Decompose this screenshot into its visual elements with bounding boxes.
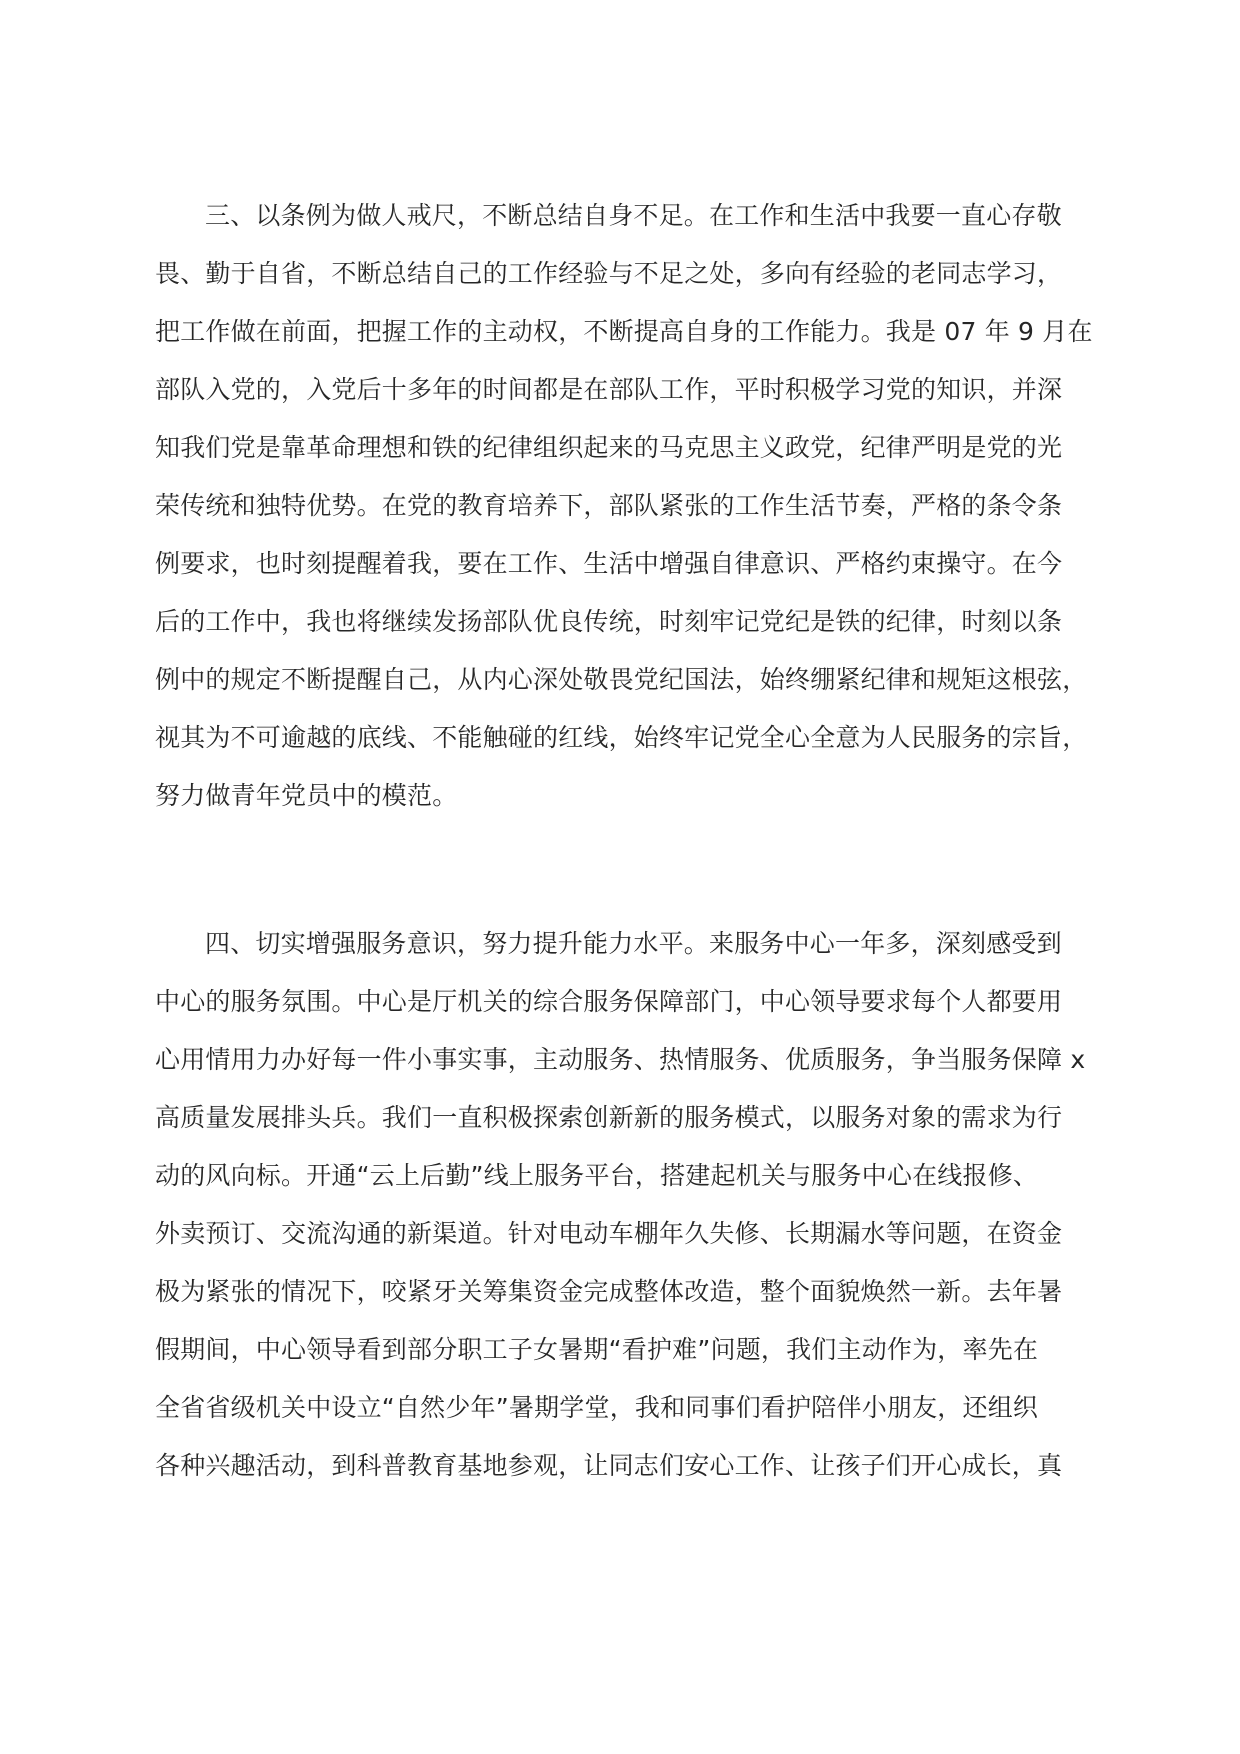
paragraph-line: 外卖预订、交流沟通的新渠道。针对电动车棚年久失修、长期漏水等问题，在资金: [155, 1219, 1063, 1248]
paragraph-line: 视其为不可逾越的底线、不能触碰的红线，始终牢记党全心全意为人民服务的宗旨，: [155, 723, 1088, 752]
paragraph-line: 努力做青年党员中的模范。: [155, 781, 458, 810]
paragraph-line: 假期间，中心领导看到部分职工子女暑期“看护难”问题，我们主动作为，率先在: [155, 1335, 1039, 1364]
paragraph-line: 知我们党是靠革命理想和铁的纪律组织起来的马克思主义政党，纪律严明是党的光: [155, 433, 1063, 462]
paragraph-line: 中心的服务氛围。中心是厅机关的综合服务保障部门，中心领导要求每个人都要用: [155, 987, 1063, 1016]
paragraph-line: 把工作做在前面，把握工作的主动权，不断提高自身的工作能力。我是 07 年 9 月在: [155, 317, 1093, 346]
paragraph-line: 三、以条例为做人戒尺，不断总结自身不足。在工作和生活中我要一直心存敬: [205, 201, 1062, 230]
paragraph-line: 心用情用力办好每一件小事实事，主动服务、热情服务、优质服务，争当服务保障 x: [155, 1045, 1086, 1074]
paragraph-line: 畏、勤于自省，不断总结自己的工作经验与不足之处，多向有经验的老同志学习，: [155, 259, 1063, 288]
paragraph-line: 例要求，也时刻提醒着我，要在工作、生活中增强自律意识、严格约束操守。在今: [155, 549, 1063, 578]
paragraph-line: 部队入党的，入党后十多年的时间都是在部队工作，平时积极学习党的知识，并深: [155, 375, 1063, 404]
paragraph-line: 例中的规定不断提醒自己，从内心深处敬畏党纪国法，始终绷紧纪律和规矩这根弦，: [155, 665, 1088, 694]
paragraph-line: 后的工作中，我也将继续发扬部队优良传统，时刻牢记党纪是铁的纪律，时刻以条: [155, 607, 1063, 636]
paragraph-line: 荣传统和独特优势。在党的教育培养下，部队紧张的工作生活节奏，严格的条令条: [155, 491, 1063, 520]
paragraph-line: 全省省级机关中设立“自然少年”暑期学堂，我和同事们看护陪伴小朋友，还组织: [155, 1393, 1039, 1422]
paragraph-line: 高质量发展排头兵。我们一直积极探索创新新的服务模式，以服务对象的需求为行: [155, 1103, 1063, 1132]
paragraph-line: 四、切实增强服务意识，努力提升能力水平。来服务中心一年多，深刻感受到: [205, 929, 1062, 958]
paragraph-line: 各种兴趣活动，到科普教育基地参观，让同志们安心工作、让孩子们开心成长，真: [155, 1451, 1063, 1480]
paragraph-line: 极为紧张的情况下，咬紧牙关筹集资金完成整体改造，整个面貌焕然一新。去年暑: [155, 1277, 1063, 1306]
paragraph-line: 动的风向标。开通“云上后勤”线上服务平台，搭建起机关与服务中心在线报修、: [155, 1161, 1039, 1190]
